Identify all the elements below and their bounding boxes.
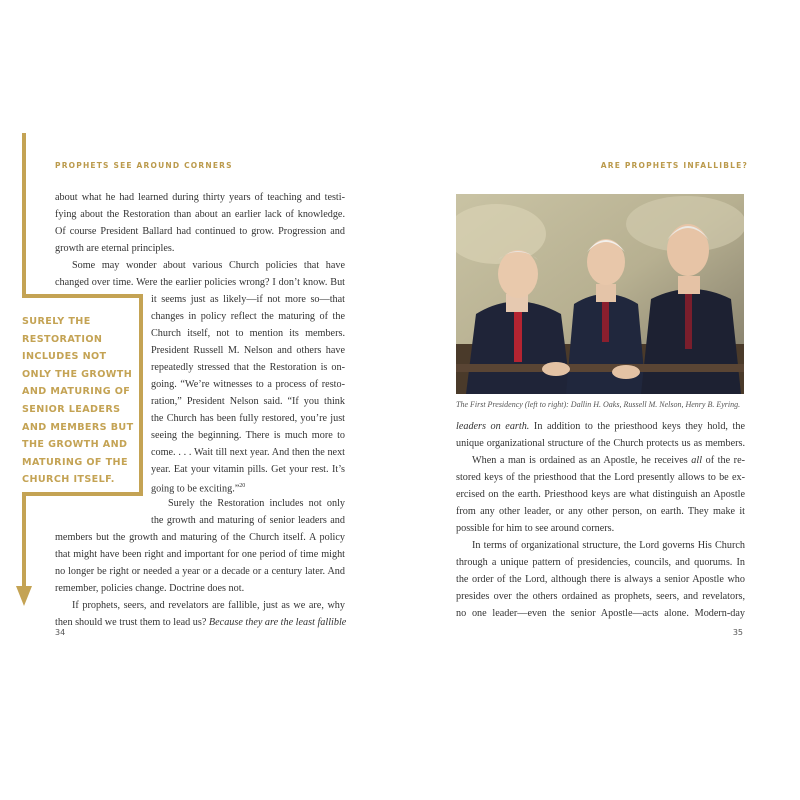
body-line: the Church has been fully restored, you’re just: [151, 413, 345, 424]
body-line: year. Eat your vitamin pills. Get your rest. It’s: [151, 464, 345, 475]
pullquote-line: RESTORATION: [22, 333, 103, 345]
body-line: no one leader—even the senior Apostle—acts alone. Modern-day: [456, 608, 745, 619]
bracket-bottom-horizontal: [22, 492, 143, 496]
body-line: remember, policies change. Doctrine does not.: [55, 583, 245, 594]
body-line: members but the growth and maturing of the Church itself. A policy: [55, 532, 345, 543]
body-line: changes in policy reflect the maturing of the: [151, 311, 345, 322]
body-line: through a unique pattern of presidencies, councils, and quorums. In: [456, 557, 745, 568]
pullquote-line: AND MATURING OF: [22, 386, 131, 398]
footnote-ref[interactable]: 20: [239, 483, 246, 489]
bracket-top-horizontal: [22, 294, 143, 298]
body-line: it seems just as likely—if not more so—that: [151, 294, 345, 305]
body-line: Surely the Restoration includes not only: [168, 498, 345, 509]
bracket-bottom-vertical: [22, 492, 26, 590]
running-head-left: PROPHETS SEE AROUND CORNERS: [55, 161, 233, 170]
pullquote-line: CHURCH ITSELF.: [22, 474, 115, 486]
body-line: ercised on the earth. Priesthood keys are what distinguish an Apostle: [456, 489, 745, 500]
body-line: going to be exciting.”$^{20}$: [151, 483, 246, 495]
bracket-top-vertical: [22, 133, 26, 298]
body-line: Some may wonder about various Church policies that have: [72, 260, 345, 271]
body-line: When a man is ordained as an Apostle, he receives all of the re-: [472, 455, 745, 466]
page-number-right: 35: [732, 628, 743, 637]
body-line: no longer be right or needed a year or a decade or a century later. And: [55, 566, 345, 577]
pullquote-line: INCLUDES NOT: [22, 351, 107, 363]
body-line: about what he had learned during thirty years of teaching and testi-: [55, 192, 345, 203]
body-line: repeatedly stressed that the Restoration is on-: [151, 362, 345, 373]
body-line: stored keys of the priesthood that the Lord presently allows to be ex-: [456, 472, 745, 483]
body-line: growth are eternal principles.: [55, 243, 175, 254]
pullquote-line: SURELY THE: [22, 316, 91, 327]
running-head-right: ARE PROPHETS INFALLIBLE?: [600, 161, 748, 170]
body-line: the order of the Lord, although there is always a senior Apostle who: [456, 574, 745, 585]
body-line: then should we trust them to lead us? Because they are the least fallible: [55, 617, 347, 628]
body-line: possible for him to see around corners.: [456, 523, 615, 534]
body-line: leaders on earth. In addition to the priesthood keys they hold, the: [456, 421, 745, 432]
arrow-down-icon: [16, 586, 32, 606]
body-line: come. . . . Wait till next year. And then the next: [151, 447, 345, 458]
pullquote-line: THE GROWTH AND: [22, 439, 128, 451]
pullquote-line: SENIOR LEADERS: [22, 404, 121, 415]
body-line: unique organizational structure of the Church protects us as members.: [456, 438, 745, 449]
body-line: presides over the others ordained as prophets, seers, and revelators,: [456, 591, 745, 602]
body-line: the growth and maturing of senior leaders and: [151, 515, 345, 526]
pullquote-line: AND MEMBERS BUT: [22, 421, 134, 433]
photo-caption: The First Presidency (left to right): Dallin H. Oaks, Russell M. Nelson, Henry B. Eyring.: [456, 400, 741, 409]
page-number-left: 34: [55, 628, 66, 637]
body-line: Of course President Ballard had continued to grow. Progression and: [55, 226, 345, 237]
body-line: In terms of organizational structure, the Lord governs His Church: [472, 540, 745, 551]
pullquote-line: MATURING OF THE: [22, 456, 128, 468]
body-line: going. “We’re witnesses to a process of resto-: [151, 379, 345, 390]
body-line: President Russell M. Nelson and others have: [151, 345, 345, 356]
pullquote-line: ONLY THE GROWTH: [22, 368, 133, 380]
body-line: changed over time. Were the earlier policies wrong? I don’t know. But: [55, 277, 345, 288]
body-line: fying about the Restoration than about an earlier lack of knowledge.: [55, 209, 345, 220]
body-line: ration,” President Nelson said. “If you think: [151, 396, 345, 407]
body-line: If prophets, seers, and revelators are fallible, just as we are, why: [72, 600, 345, 611]
first-presidency-photo: [456, 194, 744, 394]
body-line: seeing the beginning. There is much more to: [151, 430, 345, 441]
body-line: Church itself, not to mention its members.: [151, 328, 345, 339]
body-line: that might have been right and important for one period of time might: [55, 549, 345, 560]
body-line: from any other leader, or any other person, on earth. They make it: [456, 506, 745, 517]
